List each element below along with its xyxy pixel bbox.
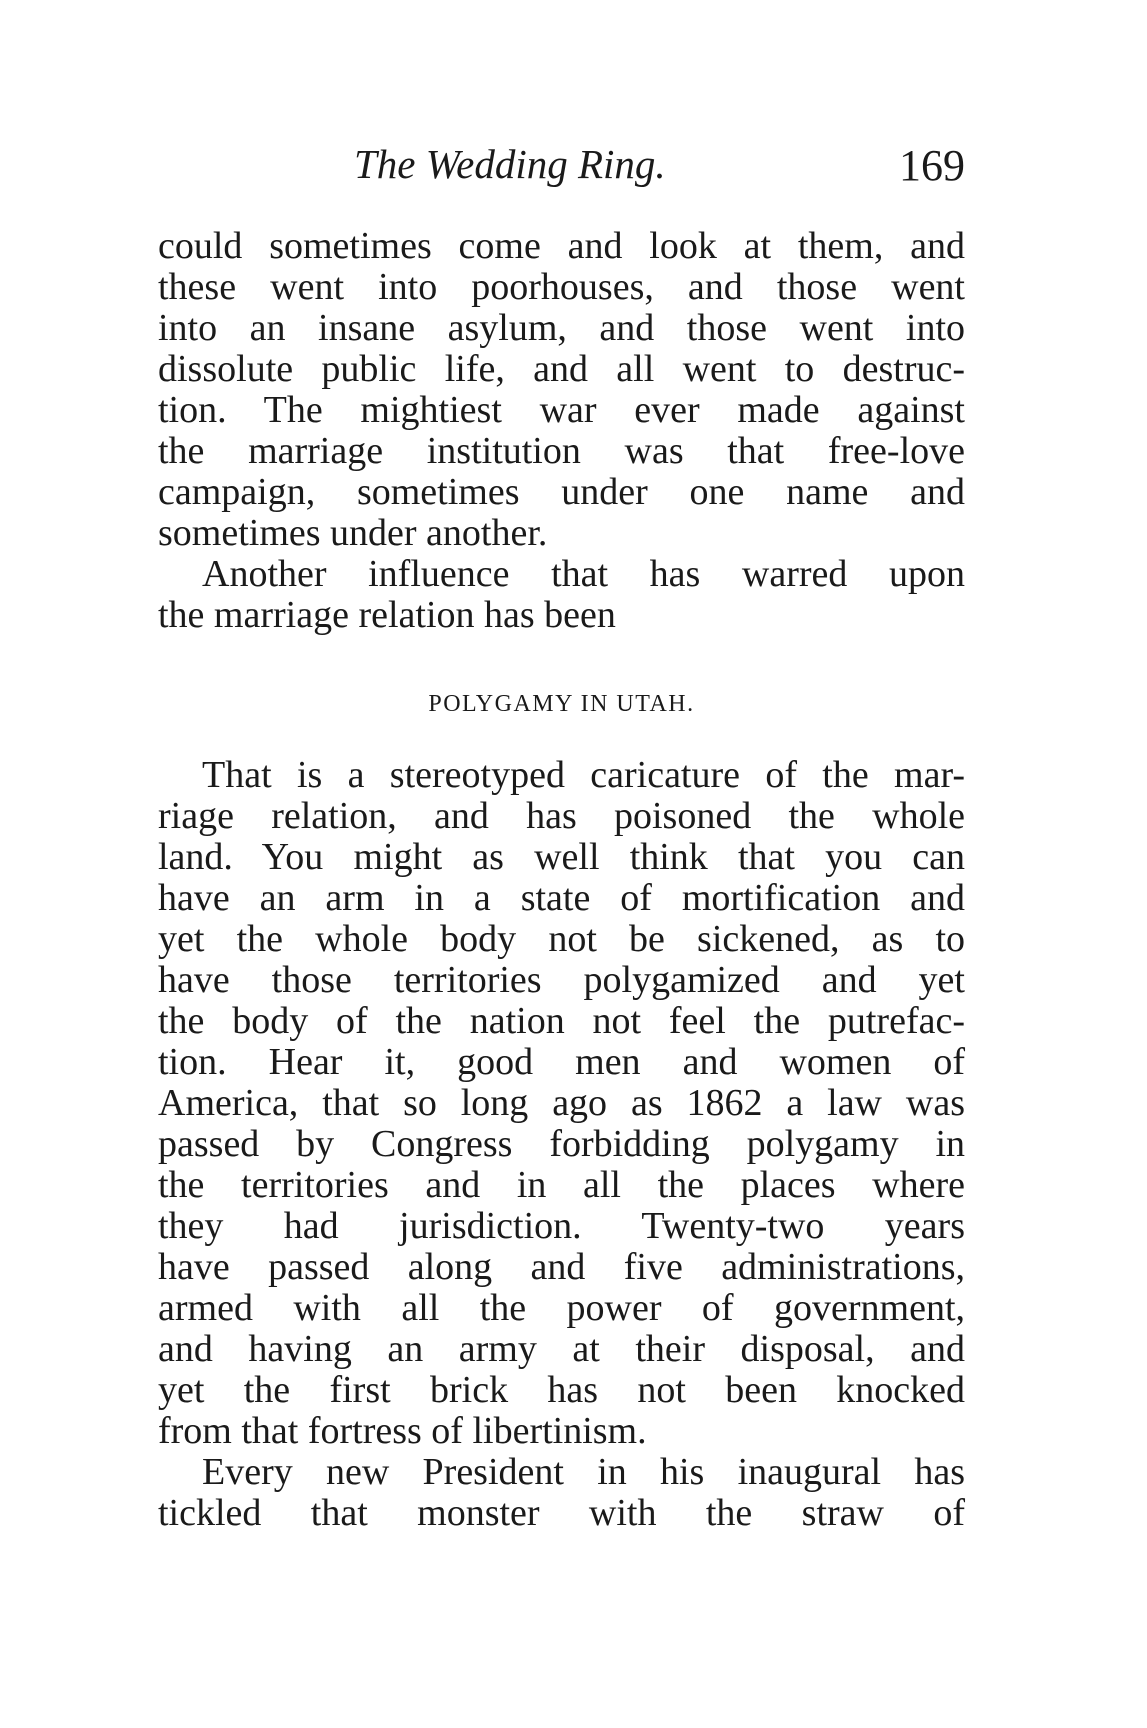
text-line: these went into poorhouses, and those went xyxy=(158,266,965,308)
text-line: Another influence that has warred upon xyxy=(202,553,965,595)
text-line: they had jurisdiction. Twenty-two years xyxy=(158,1205,965,1247)
text-line: yet the whole body not be sickened, as to xyxy=(158,918,965,960)
paragraph-1 xyxy=(158,226,965,554)
text-line: land. You might as well think that you can xyxy=(158,836,965,878)
text-line: the body of the nation not feel the putrefac- xyxy=(158,1000,965,1042)
text-line: from that fortress of libertinism. xyxy=(158,1410,647,1452)
text-line: campaign, sometimes under one name and xyxy=(158,471,965,513)
text-line: have an arm in a state of mortification and xyxy=(158,877,965,919)
text-line: passed by Congress forbidding polygamy in xyxy=(158,1123,965,1165)
running-title: The Wedding Ring. xyxy=(354,141,666,187)
text-line: have those territories polygamized and yet xyxy=(158,959,965,1001)
text-line: riage relation, and has poisoned the whole xyxy=(158,795,965,837)
section-heading: POLYGAMY IN UTAH. xyxy=(428,691,695,717)
text-line: Every new President in his inaugural has xyxy=(202,1451,965,1493)
body-text xyxy=(158,226,965,1534)
text-line: tickled that monster with the straw of xyxy=(158,1492,965,1534)
text-line: sometimes under another. xyxy=(158,512,548,554)
text-line: armed with all the power of government, xyxy=(158,1287,965,1329)
text-line: tion. Hear it, good men and women of xyxy=(158,1041,965,1083)
text-line: tion. The mightiest war ever made against xyxy=(158,389,965,431)
text-line: could sometimes come and look at them, and xyxy=(158,225,965,267)
paragraph-4 xyxy=(158,1452,965,1534)
text-line: the marriage relation has been xyxy=(158,594,616,636)
paragraph-2 xyxy=(158,554,965,636)
text-line: That is a stereotyped caricature of the mar- xyxy=(202,754,965,796)
text-line: the marriage institution was that free-love xyxy=(158,430,965,472)
page-number: 169 xyxy=(899,141,965,190)
text-line: into an insane asylum, and those went into xyxy=(158,307,965,349)
paragraph-3 xyxy=(158,755,965,1452)
running-head xyxy=(158,140,965,200)
text-line: dissolute public life, and all went to destruc- xyxy=(158,348,965,390)
text-line: the territories and in all the places where xyxy=(158,1164,965,1206)
text-line: yet the first brick has not been knocked xyxy=(158,1369,965,1411)
text-line: America, that so long ago as 1862 a law was xyxy=(158,1082,965,1124)
text-line: have passed along and five administrations, xyxy=(158,1246,965,1288)
text-line: and having an army at their disposal, and xyxy=(158,1328,965,1370)
